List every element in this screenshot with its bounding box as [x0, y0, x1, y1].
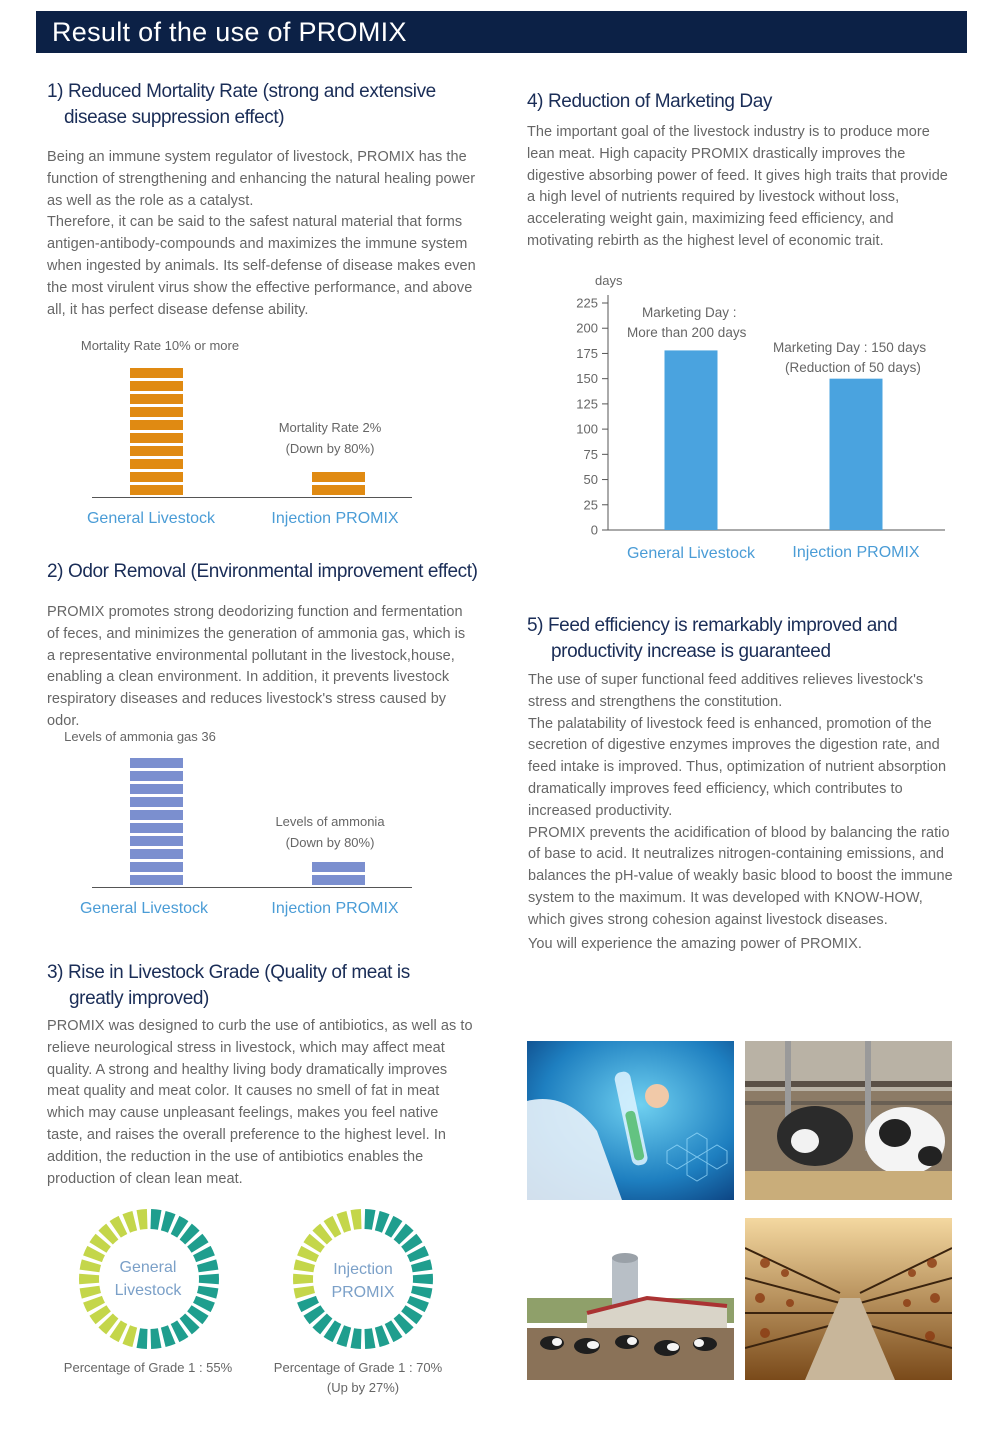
mortality-bar-general-segment: [130, 485, 183, 495]
marketing-y-tick-label: 125: [576, 396, 598, 412]
marketing-y-tick-label: 25: [583, 497, 598, 513]
section-1-title-line2: disease suppression effect): [64, 107, 285, 128]
mortality-category-general: General Livestock: [86, 510, 216, 527]
mortality-bar-promix-segment: [312, 485, 365, 495]
section-3-title-line1: 3) Rise in Livestock Grade (Quality of meat is: [47, 962, 410, 983]
section-5-paragraph: The use of super functional feed additives relieves livestock's stress and strengthens the constitution.: [528, 672, 924, 710]
section-4-title: 4) Reduction of Marketing Day: [527, 91, 773, 112]
grade-center-promix-line2: PROMIX: [331, 1284, 395, 1301]
section-5-title-line1: 5) Feed efficiency is remarkably improved and: [527, 615, 898, 636]
marketing-day-chart: [520, 265, 960, 565]
grade-center-general-line1: General: [119, 1259, 177, 1276]
marketing-y-tick-label: 200: [576, 320, 598, 336]
section-3-title: [47, 960, 487, 1012]
lab-sample-photo: [527, 1041, 734, 1200]
mortality-label-general: Mortality Rate 10% or more: [80, 338, 240, 353]
marketing-category-general: General Livestock: [626, 545, 756, 562]
mortality-label-promix-down: (Down by 80%): [285, 441, 375, 456]
page-title: Result of the use of PROMIX: [52, 17, 407, 47]
ammonia-bar-promix-segment: [312, 862, 365, 872]
ammonia-bar-general: [130, 758, 183, 885]
grade-donut-general-grade1-segment: [150, 1209, 161, 1230]
section-3-body: PROMIX was designed to curb the use of antibiotics, as well as to relieve neurological stress in livestock, which may affect meat quality. A strong and healthy living body dramatically improves meat quality and meat color. It causes no smell of fat in meat which may cause unpleasant feelings, makes you feel native taste, and raises the overall preference to the highest level. In addition, the reduction in the use of antibiotics enables the production of clean lean meat.: [47, 1018, 473, 1187]
ammonia-bar-general-segment: [130, 875, 183, 885]
marketing-y-axis-label: days: [595, 273, 623, 288]
section-5-title: [527, 613, 967, 665]
ammonia-bar-promix-segment: [312, 875, 365, 885]
grade-donut-general-grade1-segment: [199, 1274, 219, 1284]
ammonia-category-promix: Injection PROMIX: [271, 900, 399, 917]
cows-feeding-photo: [745, 1041, 952, 1200]
grade-donut-promix-grade1-segment: [411, 1286, 432, 1299]
farm-herd-photo: [527, 1218, 734, 1380]
mortality-bar-general-segment: [130, 446, 183, 456]
ammonia-bar-general-segment: [130, 823, 183, 833]
mortality-bar-general: [130, 368, 183, 495]
grade-center-general: [98, 1256, 198, 1302]
section-1-body: [47, 147, 482, 321]
grade-donut-promix-grade1-segment: [364, 1209, 375, 1230]
mortality-label-promix: Mortality Rate 2%: [278, 420, 382, 435]
grade-donut-general-grade1-segment: [197, 1286, 218, 1299]
section-1-paragraph: Being an immune system regulator of livestock, PROMIX has the function of strengthening and enhancing the natural healing power as well as the role as a catalyst.: [47, 149, 476, 209]
ammonia-label-promix-down: (Down by 80%): [285, 835, 375, 850]
grade-center-promix-line1: Injection: [333, 1261, 393, 1278]
poultry-house-photo: [745, 1218, 952, 1380]
grade-donut-promix-other-segment: [351, 1209, 362, 1230]
ammonia-bar-general-segment: [130, 810, 183, 820]
mortality-bar-general-segment: [130, 394, 183, 404]
marketing-category-promix: Injection PROMIX: [792, 544, 920, 561]
ammonia-bar-general-segment: [130, 836, 183, 846]
marketing-y-tick-label: 75: [583, 446, 598, 462]
section-5-paragraph: PROMIX prevents the acidification of blood by balancing the ratio of base to acid. It neutralizes nitrogen-containing emissions, and balances the pH-value of weakly basic blood to boost the immune system to the maximum. It was developed with KNOW-HOW, which gives strong cohesion against livestock diseases.: [528, 824, 953, 928]
grade-donut-promix-grade1-segment: [413, 1274, 433, 1284]
ammonia-bar-promix: [312, 862, 365, 885]
section-2-title: 2) Odor Removal (Environmental improvement effect): [47, 561, 478, 582]
ammonia-bar-general-segment: [130, 758, 183, 768]
section-2-body: PROMIX promotes strong deodorizing function and fermentation of feces, and minimizes the generation of ammonia gas, which is a representative environmental pollutant in the livestock,house, enabling a clean environment. In addition, it prevents livestock respiratory diseases and reduces livestock's stress caused by odor.: [47, 604, 466, 729]
marketing-y-tick-label: 0: [590, 522, 598, 538]
grade-caption-promix-up: (Up by 27%): [326, 1380, 400, 1395]
marketing-annotation-promix-1: Marketing Day : 150 days: [773, 340, 927, 355]
marketing-annotation-general-2: More than 200 days: [627, 325, 747, 340]
section-5-paragraph: You will experience the amazing power of PROMIX.: [528, 935, 862, 952]
mortality-bar-general-segment: [130, 433, 183, 443]
mortality-category-promix: Injection PROMIX: [271, 510, 399, 527]
mortality-bar-general-segment: [130, 459, 183, 469]
grade-caption-general: Percentage of Grade 1 : 55%: [63, 1360, 233, 1375]
mortality-bar-general-segment: [130, 407, 183, 417]
section-5-title-line2: productivity increase is guaranteed: [551, 641, 831, 662]
marketing-y-tick-label: 225: [576, 295, 598, 311]
grade-donut-promix-grade1-segment: [351, 1328, 362, 1349]
ammonia-bar-general-segment: [130, 771, 183, 781]
ammonia-bar-general-segment: [130, 862, 183, 872]
marketing-y-tick-label: 100: [576, 421, 598, 437]
marketing-bar-promix: [830, 379, 883, 530]
ammonia-bar-general-segment: [130, 849, 183, 859]
mortality-bar-promix-segment: [312, 472, 365, 482]
grade-donut-promix-grade1-segment: [364, 1328, 375, 1349]
section-1-title: [47, 79, 487, 131]
ammonia-label-general: Levels of ammonia gas 36: [64, 729, 216, 744]
header-banner: [36, 11, 967, 53]
grade-donut-promix-other-segment: [294, 1259, 315, 1272]
marketing-y-tick-label: 175: [576, 345, 598, 361]
section-5-body: [528, 670, 956, 955]
ammonia-baseline: [92, 887, 412, 888]
marketing-annotation-general-1: Marketing Day :: [642, 305, 737, 320]
marketing-y-tick-label: 150: [576, 371, 598, 387]
grade-center-general-line2: Livestock: [114, 1282, 182, 1299]
grade-donut-general-grade1-segment: [150, 1328, 161, 1349]
section-1-paragraph: Therefore, it can be said to the safest natural material that forms antigen-antibody-compounds and maximizes the immune system when ingested by animals. Its self-defense of disease makes even the most virulent virus show the effective performance, and above all, it has perfect disease defense ability.: [47, 214, 476, 318]
ammonia-label-promix: Levels of ammonia: [275, 814, 385, 829]
ammonia-bar-general-segment: [130, 797, 183, 807]
grade-donut-general-grade1-segment: [197, 1259, 218, 1272]
grade-donut-general-other-segment: [137, 1209, 148, 1230]
grade-caption-promix: Percentage of Grade 1 : 70%: [273, 1360, 443, 1375]
ammonia-category-general: General Livestock: [79, 900, 209, 917]
mortality-baseline: [92, 497, 412, 498]
grade-donut-promix-other-segment: [294, 1286, 315, 1299]
grade-donut-promix-grade1-segment: [411, 1259, 432, 1272]
section-1-title-line1: 1) Reduced Mortality Rate (strong and extensive: [47, 81, 436, 102]
marketing-y-tick-label: 50: [583, 472, 598, 488]
grade-donut-promix-other-segment: [293, 1274, 313, 1284]
marketing-annotation-promix-2: (Reduction of 50 days): [785, 360, 921, 375]
mortality-bar-general-segment: [130, 472, 183, 482]
ammonia-bar-general-segment: [130, 784, 183, 794]
section-3-title-line2: greatly improved): [69, 988, 209, 1009]
mortality-bar-general-segment: [130, 420, 183, 430]
mortality-bar-general-segment: [130, 368, 183, 378]
mortality-bar-general-segment: [130, 381, 183, 391]
section-5-paragraph: The palatability of livestock feed is enhanced, promotion of the secretion of digestive enzymes improves the digestion rate, and feed intake is improved. Thus, optimization of nutrient absorption dramatically improves feed efficiency, which contributes to increased productivity.: [528, 715, 947, 819]
grade-center-promix: [313, 1258, 413, 1304]
grade-donut-general-grade1-segment: [137, 1328, 148, 1349]
marketing-bar-general: [665, 350, 718, 530]
section-4-body: The important goal of the livestock industry is to produce more lean meat. High capacity PROMIX drastically improves the digestive absorbing power of feed. It gives high traits that provide a high level of nutrients required by livestock without loss, accelerating weight gain, maximizing feed efficiency, and motivating rebirth as the highest level of economic trait.: [527, 124, 948, 249]
grade-donut-general-other-segment: [79, 1274, 99, 1284]
mortality-bar-promix: [312, 472, 365, 495]
